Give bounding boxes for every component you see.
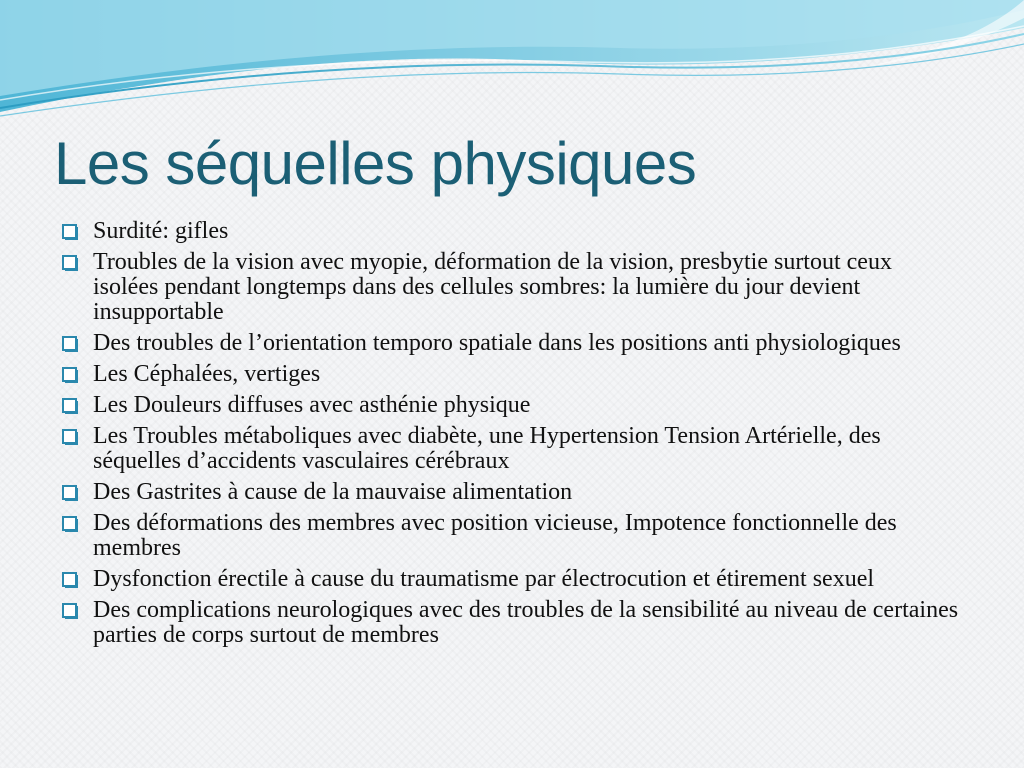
- bullet-text: Des Gastrites à cause de la mauvaise alimentation: [93, 479, 573, 505]
- checkbox-square-icon: [62, 255, 78, 271]
- list-item: [62, 250, 962, 325]
- bullet-text: Les Troubles métaboliques avec diabète, une Hypertension Tension Artérielle, des séquelles d’accidents vasculaires cérébraux: [93, 423, 881, 474]
- list-item: [62, 567, 962, 592]
- slide-title: Les séquelles physiques: [54, 130, 697, 197]
- bullet-text: Des troubles de l’orientation temporo spatiale dans les positions anti physiologiques: [93, 330, 901, 356]
- bullet-text: Des complications neurologiques avec des troubles de la sensibilité au niveau de certaines parties de corps surtout de membres: [93, 597, 959, 648]
- list-item: [62, 480, 962, 505]
- list-item: [62, 598, 962, 648]
- list-item: [62, 219, 962, 244]
- list-item: [62, 362, 962, 387]
- bullet-text: Dysfonction érectile à cause du traumatisme par électrocution et étirement sexuel: [93, 566, 875, 592]
- list-item: [62, 331, 962, 356]
- bullet-text: Les Douleurs diffuses avec asthénie physique: [93, 392, 531, 418]
- header-wave-decoration: [0, 0, 1024, 120]
- checkbox-square-icon: [62, 336, 78, 352]
- list-item: [62, 424, 962, 474]
- list-item: [62, 511, 962, 561]
- bullet-text: Les Céphalées, vertiges: [93, 361, 321, 387]
- checkbox-square-icon: [62, 572, 78, 588]
- checkbox-square-icon: [62, 603, 78, 619]
- list-item: [62, 393, 962, 418]
- checkbox-square-icon: [62, 485, 78, 501]
- checkbox-square-icon: [62, 367, 78, 383]
- checkbox-square-icon: [62, 429, 78, 445]
- checkbox-square-icon: [62, 398, 78, 414]
- bullet-text: Des déformations des membres avec position vicieuse, Impotence fonctionnelle des membres: [93, 510, 897, 561]
- bullet-list: [62, 219, 962, 654]
- bullet-text: Surdité: gifles: [93, 218, 229, 244]
- bullet-text: Troubles de la vision avec myopie, déformation de la vision, presbytie surtout ceux isolées pendant longtemps dans des cellules sombres: la lumière du jour devient insupportable: [93, 249, 892, 325]
- checkbox-square-icon: [62, 516, 78, 532]
- checkbox-square-icon: [62, 224, 78, 240]
